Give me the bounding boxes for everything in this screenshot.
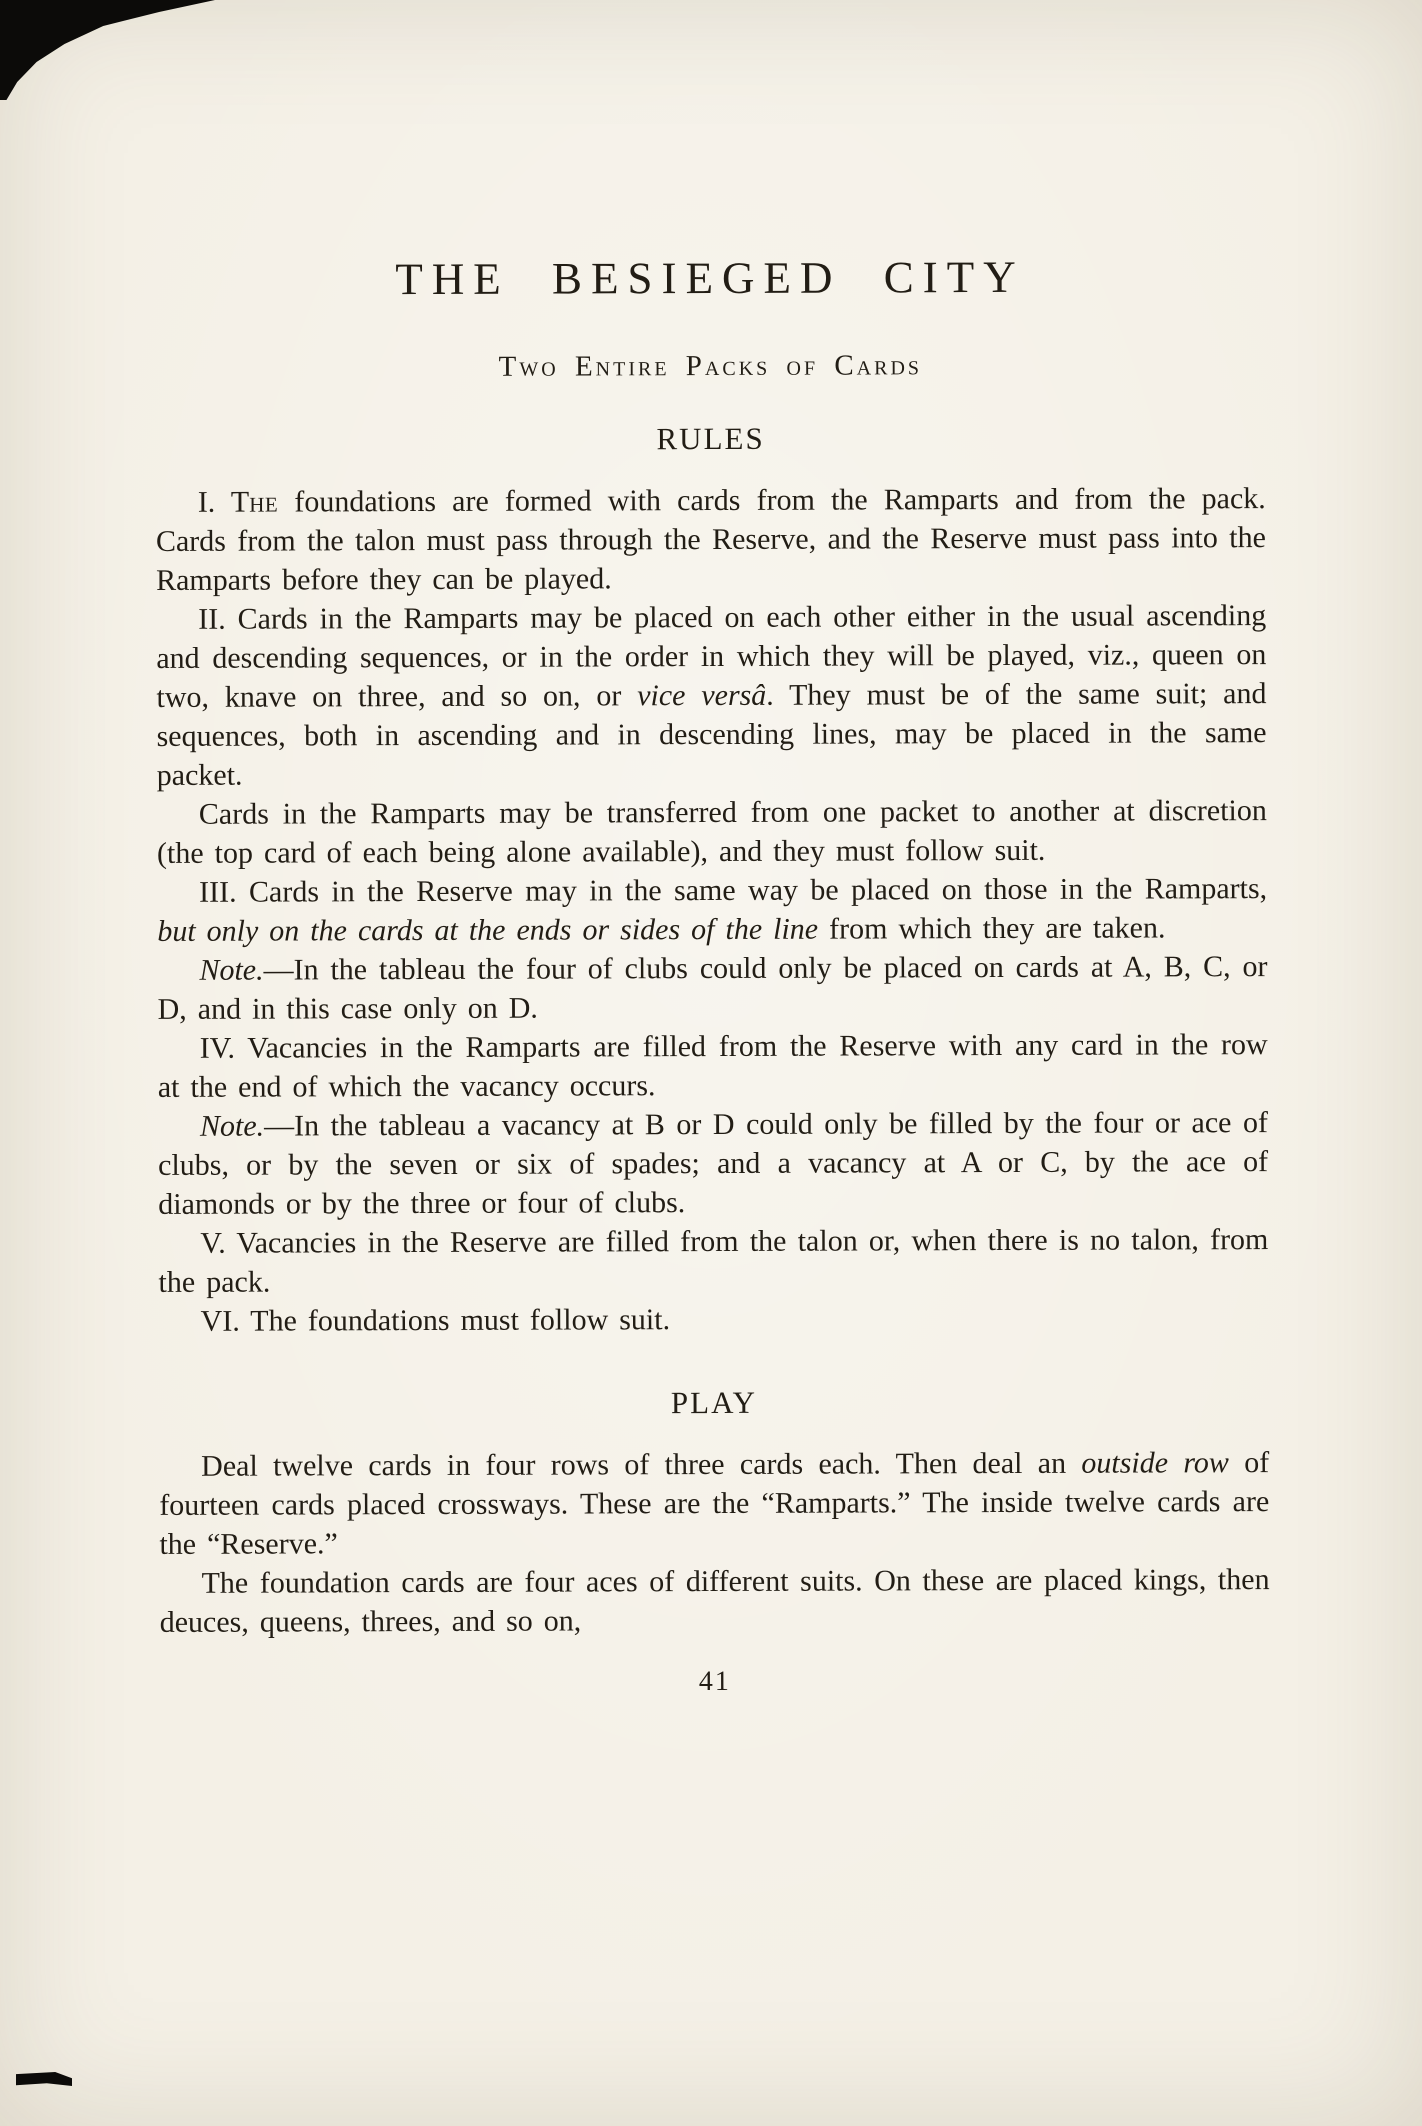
rules-note-1: Note.—In the tableau the four of clubs could only be placed on cards at A, B, C, or D, and in this case only on D. (157, 950, 1268, 1026)
rules-paragraph-6: V. Vacancies in the Reserve are filled from the talon or, when there is no talon, from the pack. (158, 1223, 1269, 1299)
section-play-heading: PLAY (670, 1384, 758, 1421)
rules-paragraph-3: Cards in the Ramparts may be transferred from one packet to another at discretion (the top card of each being alone available), and they must follow suit. (156, 794, 1267, 870)
page-number: 41 (698, 1665, 731, 1698)
rules-paragraph-2: II. Cards in the Ramparts may be placed on each other either in the usual ascending and descending sequences, or in the order in which they will be played, viz., queen on two, knave on three, and so on, or vice versâ. They must be of the same suit; and sequences, both in ascending and in descending lines, may be placed in the same packet. (156, 599, 1267, 792)
section-play (159, 1383, 1270, 1642)
page-title: THE BESIEGED CITY (395, 251, 1025, 305)
play-paragraph-1: Deal twelve cards in four rows of three cards each. Then deal an outside row of fourteen cards placed crossways. These are the “Ramparts.” The inside twelve cards are the “Reserve.” (159, 1446, 1270, 1561)
play-paragraph-2: The foundation cards are four aces of different suits. On these are placed kings, then deuces, queens, threes, and so on, (159, 1563, 1270, 1639)
section-rules (156, 419, 1269, 1341)
page-subtitle: Two Entire Packs of Cards (498, 349, 923, 383)
rules-note-2: Note.—In the tableau a vacancy at B or D could only be filled by the four or ace of clubs, or by the seven or six of spades; and a vacancy at A or C, by the ace of diamonds or by the three or four of clubs. (158, 1106, 1269, 1221)
text-column (154, 0, 1270, 1700)
rules-paragraph-1: I. The foundations are formed with cards from the Ramparts and from the pack. Cards from the talon must pass through the Reserve, and the Reserve must pass into the Ramparts before they can be played. (155, 482, 1266, 597)
rules-paragraph-5: IV. Vacancies in the Ramparts are filled from the Reserve with any card in the row at the end of which the vacancy occurs. (157, 1028, 1268, 1104)
scan-ink-artifact-bottom-left (16, 2072, 72, 2086)
rules-paragraph-7: VI. The foundations must follow suit. (200, 1303, 671, 1338)
section-rules-heading: RULES (656, 420, 765, 457)
rules-paragraph-4: III. Cards in the Reserve may in the same way be placed on those in the Ramparts, but only on the cards at the ends or sides of the line from which they are taken. (157, 872, 1268, 948)
